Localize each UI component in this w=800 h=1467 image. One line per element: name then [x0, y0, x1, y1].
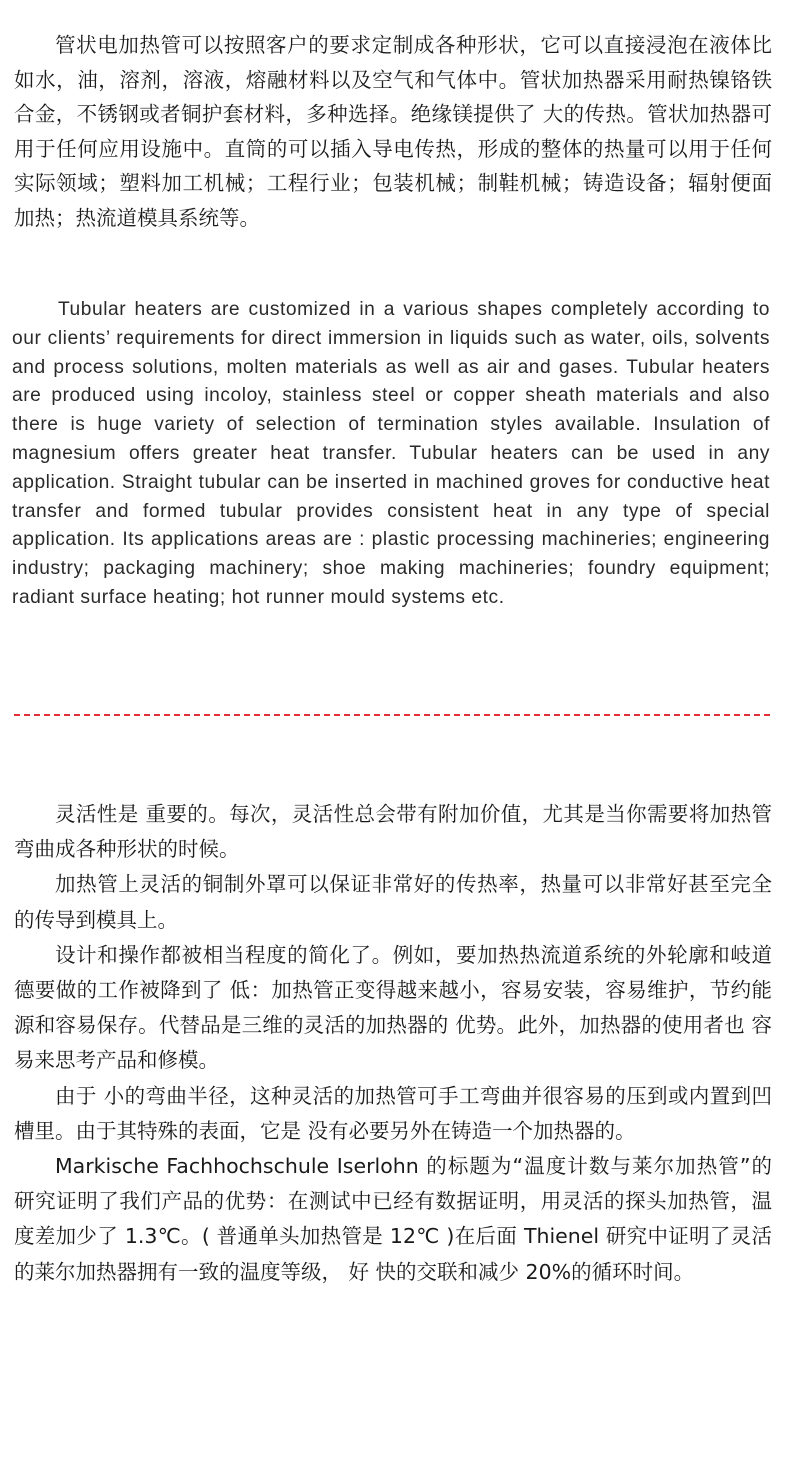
chinese-features-section	[14, 797, 772, 1290]
red-dashed-divider	[14, 714, 770, 716]
feature-paragraph-bending-radius: 由于 小的弯曲半径，这种灵活的加热管可手工弯曲并很容易的压到或内置到凹槽里。由于其特殊的表面，它是 没有必要另外在铸造一个加热器的。	[14, 1083, 772, 1143]
feature-paragraph-research: Markische Fachhochschule Iserlohn 的标题为“温度计数与莱尔加热管”的研究证明了我们产品的优势：在测试中已经有数据证明，用灵活的探头加热管，温度差加少了 1.3℃。( 普通单头加热管是 12℃ )在后面 Thienel 研究中证明了灵活的莱尔加热器拥有一致的温度等级， 好 快的交联和减少 20%的循环时间。	[14, 1154, 772, 1284]
english-intro-paragraph: Tubular heaters are customized in a various shapes completely according to our clients’ requirements for direct immersion in liquids such as water, oils, solvents and process solutions, molten materials as well as air and gases. Tubular heaters are produced using incoloy, stainless steel or copper sheath materials and also there is huge variety of selection of termination styles available. Insulation of magnesium offers greater heat transfer. Tubular heaters can be used in any application. Straight tubular can be inserted in machined groves for conductive heat transfer and formed tubular provides consistent heat in any type of special application. Its applications areas are : plastic processing machineries; engineering industry; packaging machinery; shoe making machineries; foundry equipment; radiant surface heating; hot runner mould systems etc.	[12, 299, 770, 608]
feature-paragraph-design-simplified: 设计和操作都被相当程度的简化了。例如，要加热热流道系统的外轮廓和岐道德要做的工作被降到了 低：加热管正变得越来越小，容易安装，容易维护，节约能源和容易保存。代替品是三维的灵活的加热器的 优势。此外，加热器的使用者也 容易来思考产品和修模。	[14, 942, 772, 1073]
chinese-intro-section	[14, 28, 772, 235]
english-intro-section	[12, 296, 770, 613]
chinese-intro-paragraph: 管状电加热管可以按照客户的要求定制成各种形状，它可以直接浸泡在液体比如水，油，溶剂，溶液，熔融材料以及空气和气体中。管状加热器采用耐热镍铬铁合金，不锈钢或者铜护套材料，多种选择。绝缘镁提供了 大的传热。管状加热器可用于任何应用设施中。直筒的可以插入导电传热，形成的整体的热量可以用于任何实际领域；塑料加工机械；工程行业；包装机械；制鞋机械；铸造设备；辐射便面加热；热流道模具系统等。	[14, 33, 772, 230]
feature-paragraph-flexibility: 灵活性是 重要的。每次，灵活性总会带有附加价值，尤其是当你需要将加热管弯曲成各种形状的时候。	[14, 802, 772, 862]
feature-paragraph-copper-sheath: 加热管上灵活的铜制外罩可以保证非常好的传热率，热量可以非常好甚至完全的传导到模具上。	[14, 872, 772, 932]
